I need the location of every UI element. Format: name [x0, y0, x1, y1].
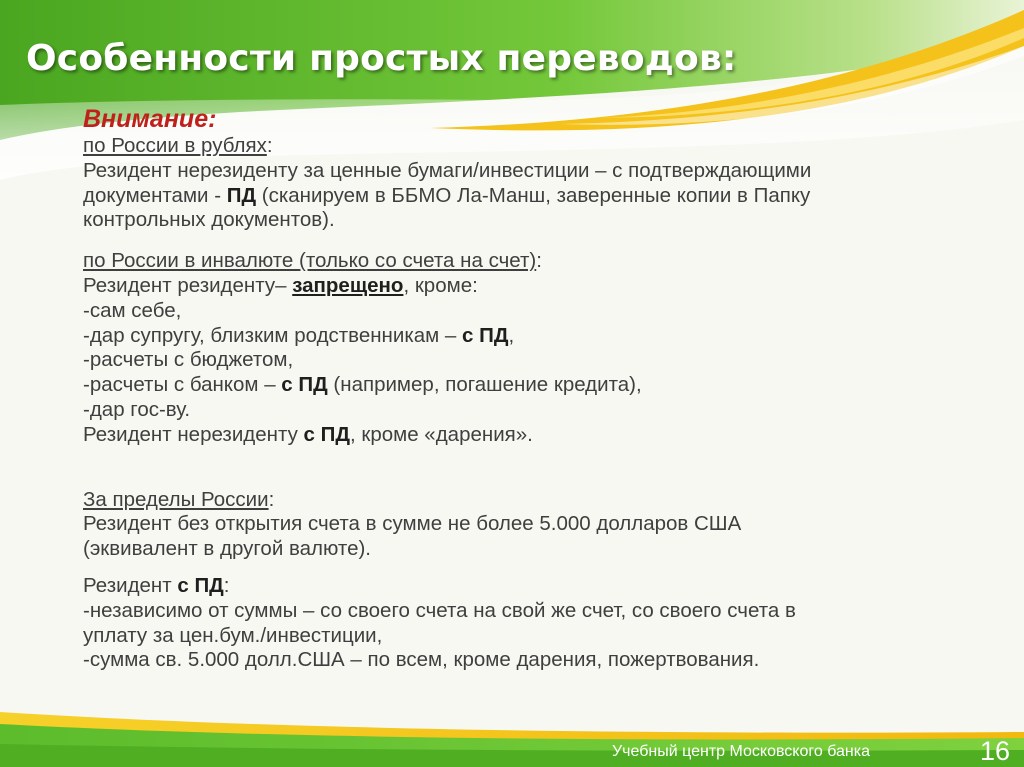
- fx-header-text: по России в инвалюте (только со счета на счет): [83, 249, 537, 273]
- fx-line-4: -расчеты с бюджетом,: [83, 348, 294, 372]
- rub-line-1: Резидент нерезиденту за ценные бумаги/инвестиции – с подтверждающими: [83, 158, 812, 182]
- pd-section-header: [83, 574, 1003, 599]
- pd-bold: ПД: [226, 183, 257, 207]
- rub-header-text: по России в рублях: [83, 134, 267, 157]
- rub-section-header: [83, 134, 1003, 159]
- fx-line-6: -дар гос-ву.: [83, 397, 191, 421]
- slide-title: Особенности простых переводов:: [26, 38, 737, 79]
- abroad-section-header: [83, 488, 1003, 513]
- text: , кроме «дарения».: [349, 422, 533, 446]
- fx-line-2: -сам себе,: [83, 298, 182, 322]
- text: документами -: [83, 183, 227, 207]
- text: (например, погашение кредита),: [327, 373, 642, 397]
- text: -дар супругу, близким родственникам –: [83, 323, 463, 347]
- abroad-header-text: За пределы России: [83, 487, 269, 511]
- fx-section-header: [83, 249, 1003, 274]
- text: Резидент резиденту–: [83, 273, 293, 297]
- fx-line-5: [83, 373, 1003, 398]
- footer-organization: Учебный центр Московского банка: [612, 743, 870, 760]
- pd-line-2: -независимо от суммы – со своего счета на свой же счет, со своего счета в: [83, 598, 796, 622]
- text: :: [223, 573, 230, 597]
- pd-bold: с ПД: [177, 573, 224, 597]
- fx-line-7: [83, 423, 1003, 448]
- fx-line-1: [83, 274, 1003, 299]
- pd-bold: с ПД: [462, 323, 509, 347]
- fx-line-3: [83, 324, 1003, 349]
- text: ,: [508, 323, 515, 347]
- rub-line-3: контрольных документов).: [83, 208, 335, 232]
- text: Резидент: [83, 573, 178, 597]
- text: (сканируем в ББМО Ла-Манш, заверенные копии в Папку: [256, 183, 811, 207]
- colon: :: [536, 249, 542, 273]
- rub-line-2: [83, 184, 1003, 209]
- page-number: 16: [980, 736, 1011, 766]
- pd-line-4: -сумма св. 5.000 долл.США – по всем, кроме дарения, пожертвования.: [83, 648, 760, 672]
- attention-heading: Внимание:: [83, 105, 217, 133]
- text: -расчеты с банком –: [83, 373, 282, 397]
- text: Резидент нерезиденту: [83, 422, 304, 446]
- slide-body: [83, 104, 1003, 673]
- colon: :: [268, 487, 275, 511]
- colon: :: [266, 134, 273, 157]
- forbidden-bold: запрещено: [292, 273, 404, 297]
- pd-bold: с ПД: [281, 373, 328, 397]
- pd-bold: с ПД: [303, 422, 350, 446]
- abroad-line-1: Резидент без открытия счета в сумме не более 5.000 долларов США: [83, 512, 742, 536]
- text: , кроме:: [403, 273, 478, 297]
- pd-line-3: уплату за цен.бум./инвестиции,: [83, 623, 383, 647]
- abroad-line-2: (эквивалент в другой валюте).: [83, 537, 372, 561]
